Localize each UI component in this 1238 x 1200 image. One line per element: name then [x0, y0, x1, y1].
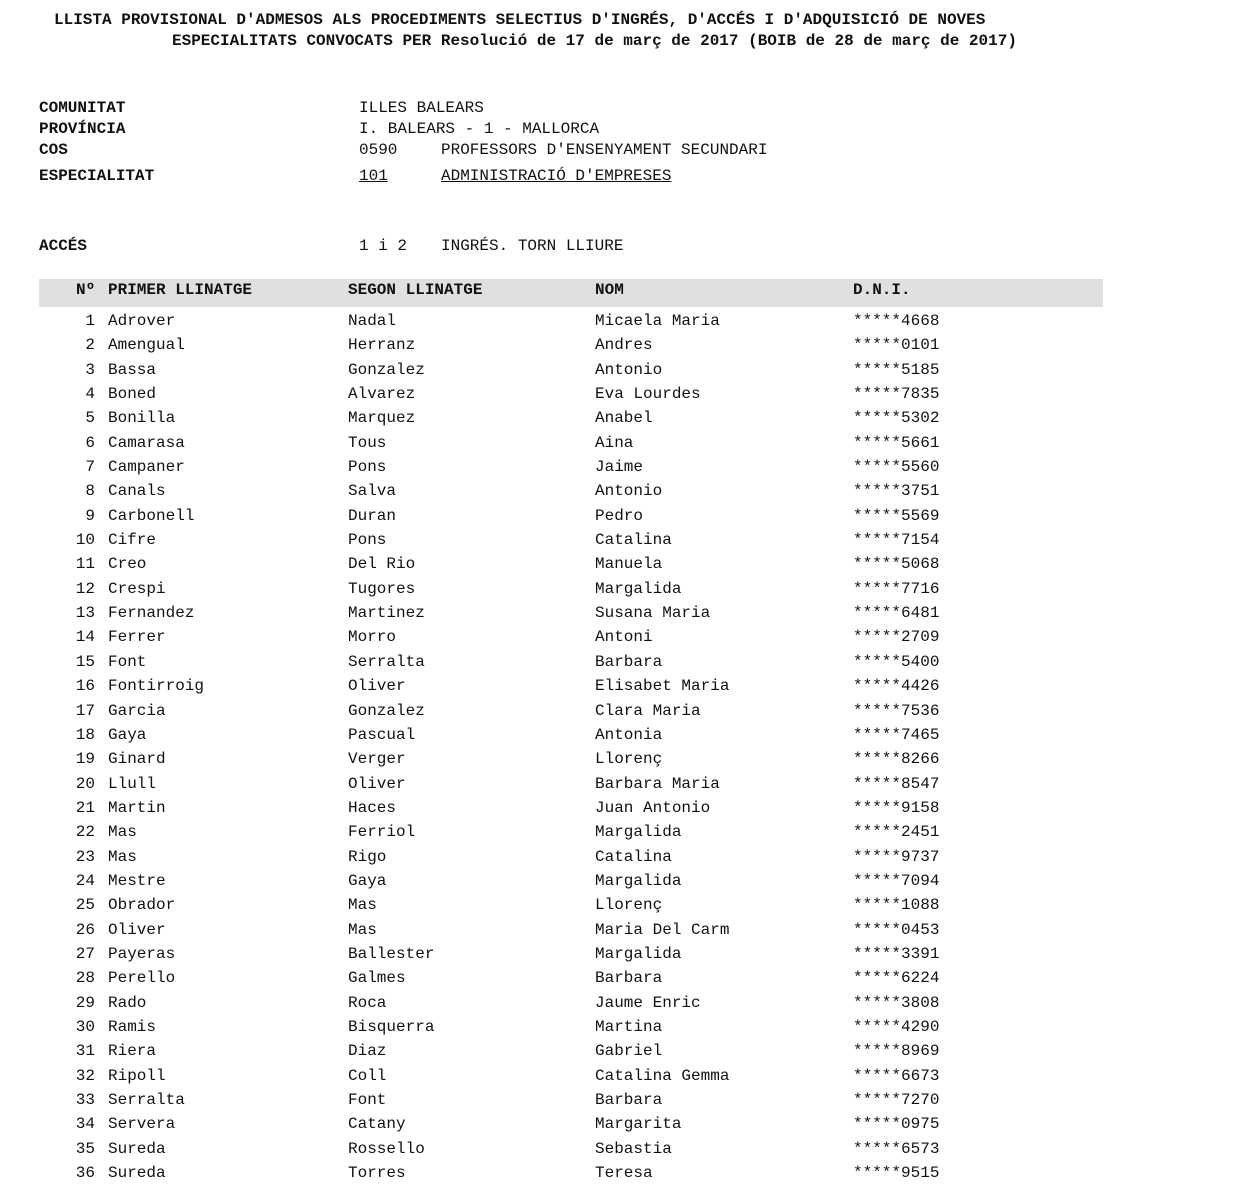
- dni: *****0975: [853, 1115, 940, 1134]
- document-title-line-1: LLISTA PROVISIONAL D'ADMESOS ALS PROCEDIMENTS SELECTIUS D'INGRÉS, D'ACCÉS I D'ADQUISICIÓ DE NOVES: [54, 11, 986, 29]
- segon-llinatge: Ferriol: [348, 823, 416, 842]
- row-number: 27: [75, 944, 95, 963]
- table-row: [0, 676, 1238, 700]
- especialitat-value: ADMINISTRACIÓ D'EMPRESES: [441, 167, 672, 185]
- primer-llinatge: Obrador: [108, 896, 176, 915]
- row-number: 13: [75, 604, 95, 623]
- primer-llinatge: Fontirroig: [108, 677, 205, 696]
- segon-llinatge: Oliver: [348, 774, 406, 793]
- dni: *****4290: [853, 1017, 940, 1036]
- row-number: 28: [75, 969, 95, 988]
- table-row: [0, 627, 1238, 651]
- primer-llinatge: Adrover: [108, 312, 176, 330]
- table-row: [0, 1114, 1238, 1138]
- row-number: 24: [75, 871, 95, 890]
- table-row: [0, 579, 1238, 603]
- dni: *****4426: [853, 677, 940, 696]
- row-number: 36: [75, 1164, 95, 1183]
- segon-llinatge: Diaz: [348, 1042, 387, 1061]
- dni: *****7835: [853, 385, 940, 404]
- row-number: 23: [75, 847, 95, 866]
- nom: Barbara Maria: [595, 774, 720, 793]
- dni: *****3751: [853, 482, 940, 501]
- primer-llinatge: Canals: [108, 482, 166, 501]
- row-number: 22: [75, 823, 95, 842]
- nom: Manuela: [595, 555, 663, 574]
- row-number: 3: [85, 360, 95, 379]
- segon-llinatge: Serralta: [348, 652, 425, 671]
- nom: Antoni: [595, 628, 653, 647]
- primer-llinatge: Bonilla: [108, 409, 176, 428]
- dni: *****6573: [853, 1139, 940, 1158]
- nom: Sebastia: [595, 1139, 672, 1158]
- dni: *****8266: [853, 750, 940, 769]
- primer-llinatge: Llull: [108, 774, 157, 793]
- nom: Clara Maria: [595, 701, 701, 720]
- dni: *****2709: [853, 628, 940, 647]
- primer-llinatge: Garcia: [108, 701, 166, 720]
- segon-llinatge: Herranz: [348, 336, 416, 355]
- nom: Jaume Enric: [595, 993, 701, 1012]
- table-row: [0, 993, 1238, 1017]
- segon-llinatge: Tugores: [348, 579, 416, 598]
- row-number: 30: [75, 1017, 95, 1036]
- nom: Margalida: [595, 944, 682, 963]
- segon-llinatge: Rossello: [348, 1139, 425, 1158]
- nom: Llorenç: [595, 750, 663, 769]
- segon-llinatge: Gonzalez: [348, 360, 425, 379]
- primer-llinatge: Payeras: [108, 944, 176, 963]
- primer-llinatge: Camarasa: [108, 433, 185, 452]
- dni: *****9737: [853, 847, 940, 866]
- row-number: 14: [75, 628, 95, 647]
- nom: Anabel: [595, 409, 653, 428]
- primer-llinatge: Serralta: [108, 1091, 185, 1109]
- segon-llinatge: Duran: [348, 506, 397, 525]
- provincia-label: PROVÍNCIA: [39, 120, 126, 138]
- dni: *****7154: [853, 531, 940, 550]
- dni: *****7536: [853, 701, 940, 720]
- segon-llinatge: Mas: [348, 896, 377, 915]
- segon-llinatge: Alvarez: [348, 385, 416, 404]
- dni: *****4668: [853, 312, 940, 330]
- segon-llinatge: Coll: [348, 1066, 387, 1085]
- primer-llinatge: Boned: [108, 385, 157, 404]
- dni: *****3808: [853, 993, 940, 1012]
- table-row: [0, 433, 1238, 457]
- primer-llinatge: Ripoll: [108, 1066, 166, 1085]
- table-row: [0, 603, 1238, 627]
- dni: *****5661: [853, 433, 940, 452]
- nom: Margalida: [595, 823, 682, 842]
- row-number: 29: [75, 993, 95, 1012]
- segon-llinatge: Nadal: [348, 312, 397, 330]
- table-row: [0, 384, 1238, 408]
- primer-llinatge: Oliver: [108, 920, 166, 939]
- nom: Gabriel: [595, 1042, 663, 1061]
- row-number: 32: [75, 1066, 95, 1085]
- primer-llinatge: Gaya: [108, 725, 147, 744]
- row-number: 9: [85, 506, 95, 525]
- row-number: 35: [75, 1139, 95, 1158]
- segon-llinatge: Font: [348, 1091, 387, 1109]
- table-row: [0, 554, 1238, 578]
- primer-llinatge: Perello: [108, 969, 176, 988]
- segon-llinatge: Tous: [348, 433, 387, 452]
- segon-llinatge: Ballester: [348, 944, 435, 963]
- nom: Catalina Gemma: [595, 1066, 730, 1085]
- nom: Elisabet Maria: [595, 677, 730, 696]
- nom: Catalina: [595, 847, 672, 866]
- segon-llinatge: Roca: [348, 993, 387, 1012]
- row-number: 31: [75, 1042, 95, 1061]
- header-nom: NOM: [595, 281, 624, 299]
- comunitat-label: COMUNITAT: [39, 99, 126, 117]
- row-number: 18: [75, 725, 95, 744]
- nom: Antonio: [595, 360, 663, 379]
- header-primer-llinatge: PRIMER LLINATGE: [108, 281, 253, 299]
- primer-llinatge: Bassa: [108, 360, 157, 379]
- table-row: [0, 749, 1238, 773]
- primer-llinatge: Mas: [108, 847, 137, 866]
- nom: Llorenç: [595, 896, 663, 915]
- segon-llinatge: Pascual: [348, 725, 416, 744]
- primer-llinatge: Creo: [108, 555, 147, 574]
- segon-llinatge: Salva: [348, 482, 397, 501]
- nom: Antonio: [595, 482, 663, 501]
- dni: *****2451: [853, 823, 940, 842]
- dni: *****9158: [853, 798, 940, 817]
- table-row: [0, 1066, 1238, 1090]
- nom: Barbara: [595, 1091, 663, 1109]
- dni: *****5560: [853, 458, 940, 477]
- table-row: [0, 798, 1238, 822]
- primer-llinatge: Crespi: [108, 579, 166, 598]
- segon-llinatge: Haces: [348, 798, 397, 817]
- segon-llinatge: Galmes: [348, 969, 406, 988]
- table-row: [0, 871, 1238, 895]
- primer-llinatge: Rado: [108, 993, 147, 1012]
- nom: Barbara: [595, 652, 663, 671]
- dni: *****5068: [853, 555, 940, 574]
- segon-llinatge: Verger: [348, 750, 406, 769]
- primer-llinatge: Servera: [108, 1115, 176, 1134]
- primer-llinatge: Amengual: [108, 336, 185, 355]
- nom: Micaela Maria: [595, 312, 720, 330]
- nom: Margalida: [595, 871, 682, 890]
- nom: Maria Del Carm: [595, 920, 730, 939]
- table-row: [0, 944, 1238, 968]
- dni: *****6673: [853, 1066, 940, 1085]
- especialitat-label: ESPECIALITAT: [39, 167, 155, 185]
- segon-llinatge: Pons: [348, 531, 387, 550]
- table-row: [0, 335, 1238, 359]
- row-number: 7: [85, 458, 95, 477]
- dni: *****6224: [853, 969, 940, 988]
- dni: *****5302: [853, 409, 940, 428]
- nom: Eva Lourdes: [595, 385, 701, 404]
- dni: *****8547: [853, 774, 940, 793]
- row-number: 25: [75, 896, 95, 915]
- segon-llinatge: Bisquerra: [348, 1017, 435, 1036]
- table-row: [0, 1041, 1238, 1065]
- row-number: 34: [75, 1115, 95, 1134]
- row-number: 10: [75, 531, 95, 550]
- segon-llinatge: Pons: [348, 458, 387, 477]
- row-number: 12: [75, 579, 95, 598]
- row-number: 20: [75, 774, 95, 793]
- primer-llinatge: Fernandez: [108, 604, 195, 623]
- segon-llinatge: Oliver: [348, 677, 406, 696]
- primer-llinatge: Mas: [108, 823, 137, 842]
- dni: *****7465: [853, 725, 940, 744]
- row-number: 33: [75, 1091, 95, 1109]
- nom: Martina: [595, 1017, 663, 1036]
- segon-llinatge: Rigo: [348, 847, 387, 866]
- row-number: 8: [85, 482, 95, 501]
- row-number: 5: [85, 409, 95, 428]
- segon-llinatge: Gonzalez: [348, 701, 425, 720]
- nom: Pedro: [595, 506, 644, 525]
- dni: *****1088: [853, 896, 940, 915]
- row-number: 2: [85, 336, 95, 355]
- header-segon-llinatge: SEGON LLINATGE: [348, 281, 483, 299]
- table-row: [0, 968, 1238, 992]
- dni: *****0453: [853, 920, 940, 939]
- table-row: [0, 530, 1238, 554]
- segon-llinatge: Morro: [348, 628, 397, 647]
- segon-llinatge: Torres: [348, 1164, 406, 1183]
- acces-value: INGRÉS. TORN LLIURE: [441, 237, 624, 255]
- table-row: [0, 1163, 1238, 1187]
- table-row: [0, 408, 1238, 432]
- dni: *****9515: [853, 1164, 940, 1183]
- primer-llinatge: Ferrer: [108, 628, 166, 647]
- table-row: [0, 1090, 1238, 1114]
- header-dni: D.N.I.: [853, 281, 911, 299]
- nom: Susana Maria: [595, 604, 711, 623]
- segon-llinatge: Del Rio: [348, 555, 416, 574]
- primer-llinatge: Riera: [108, 1042, 157, 1061]
- nom: Jaime: [595, 458, 644, 477]
- comunitat-value: ILLES BALEARS: [359, 99, 484, 117]
- row-number: 11: [75, 555, 95, 574]
- acces-code: 1 i 2: [359, 237, 408, 255]
- dni: *****8969: [853, 1042, 940, 1061]
- table-row: [0, 701, 1238, 725]
- table-row: [0, 360, 1238, 384]
- primer-llinatge: Sureda: [108, 1139, 166, 1158]
- nom: Margarita: [595, 1115, 682, 1134]
- table-row: [0, 481, 1238, 505]
- table-row: [0, 774, 1238, 798]
- provincia-value: I. BALEARS - 1 - MALLORCA: [359, 120, 600, 138]
- primer-llinatge: Ginard: [108, 750, 166, 769]
- admitted-list: [0, 311, 1238, 1187]
- table-row: [0, 311, 1238, 335]
- table-row: [0, 1017, 1238, 1041]
- table-row: [0, 652, 1238, 676]
- table-row: [0, 822, 1238, 846]
- row-number: 15: [75, 652, 95, 671]
- primer-llinatge: Mestre: [108, 871, 166, 890]
- dni: *****5569: [853, 506, 940, 525]
- nom: Barbara: [595, 969, 663, 988]
- segon-llinatge: Mas: [348, 920, 377, 939]
- row-number: 1: [85, 312, 95, 330]
- segon-llinatge: Marquez: [348, 409, 416, 428]
- table-row: [0, 895, 1238, 919]
- dni: *****0101: [853, 336, 940, 355]
- dni: *****7270: [853, 1091, 940, 1109]
- acces-label: ACCÉS: [39, 237, 88, 255]
- primer-llinatge: Sureda: [108, 1164, 166, 1183]
- row-number: 26: [75, 920, 95, 939]
- nom: Antonia: [595, 725, 663, 744]
- primer-llinatge: Font: [108, 652, 147, 671]
- header-num: Nº: [76, 281, 96, 299]
- dni: *****6481: [853, 604, 940, 623]
- row-number: 16: [75, 677, 95, 696]
- cos-code: 0590: [359, 141, 398, 159]
- row-number: 6: [85, 433, 95, 452]
- nom: Margalida: [595, 579, 682, 598]
- table-row: [0, 920, 1238, 944]
- nom: Andres: [595, 336, 653, 355]
- row-number: 21: [75, 798, 95, 817]
- primer-llinatge: Campaner: [108, 458, 185, 477]
- table-row: [0, 457, 1238, 481]
- dni: *****7094: [853, 871, 940, 890]
- especialitat-code: 101: [359, 167, 388, 185]
- nom: Teresa: [595, 1164, 653, 1183]
- table-row: [0, 1139, 1238, 1163]
- row-number: 4: [85, 385, 95, 404]
- table-row: [0, 725, 1238, 749]
- nom: Juan Antonio: [595, 798, 711, 817]
- dni: *****7716: [853, 579, 940, 598]
- dni: *****3391: [853, 944, 940, 963]
- primer-llinatge: Carbonell: [108, 506, 195, 525]
- row-number: 17: [75, 701, 95, 720]
- table-row: [0, 847, 1238, 871]
- primer-llinatge: Martin: [108, 798, 166, 817]
- segon-llinatge: Catany: [348, 1115, 406, 1134]
- table-row: [0, 506, 1238, 530]
- row-number: 19: [75, 750, 95, 769]
- document-title-line-2: ESPECIALITATS CONVOCATS PER Resolució de 17 de març de 2017 (BOIB de 28 de març de 2017): [172, 32, 1017, 50]
- dni: *****5400: [853, 652, 940, 671]
- primer-llinatge: Cifre: [108, 531, 157, 550]
- cos-value: PROFESSORS D'ENSENYAMENT SECUNDARI: [441, 141, 768, 159]
- segon-llinatge: Gaya: [348, 871, 387, 890]
- primer-llinatge: Ramis: [108, 1017, 157, 1036]
- cos-label: COS: [39, 141, 68, 159]
- nom: Catalina: [595, 531, 672, 550]
- segon-llinatge: Martinez: [348, 604, 425, 623]
- nom: Aina: [595, 433, 634, 452]
- dni: *****5185: [853, 360, 940, 379]
